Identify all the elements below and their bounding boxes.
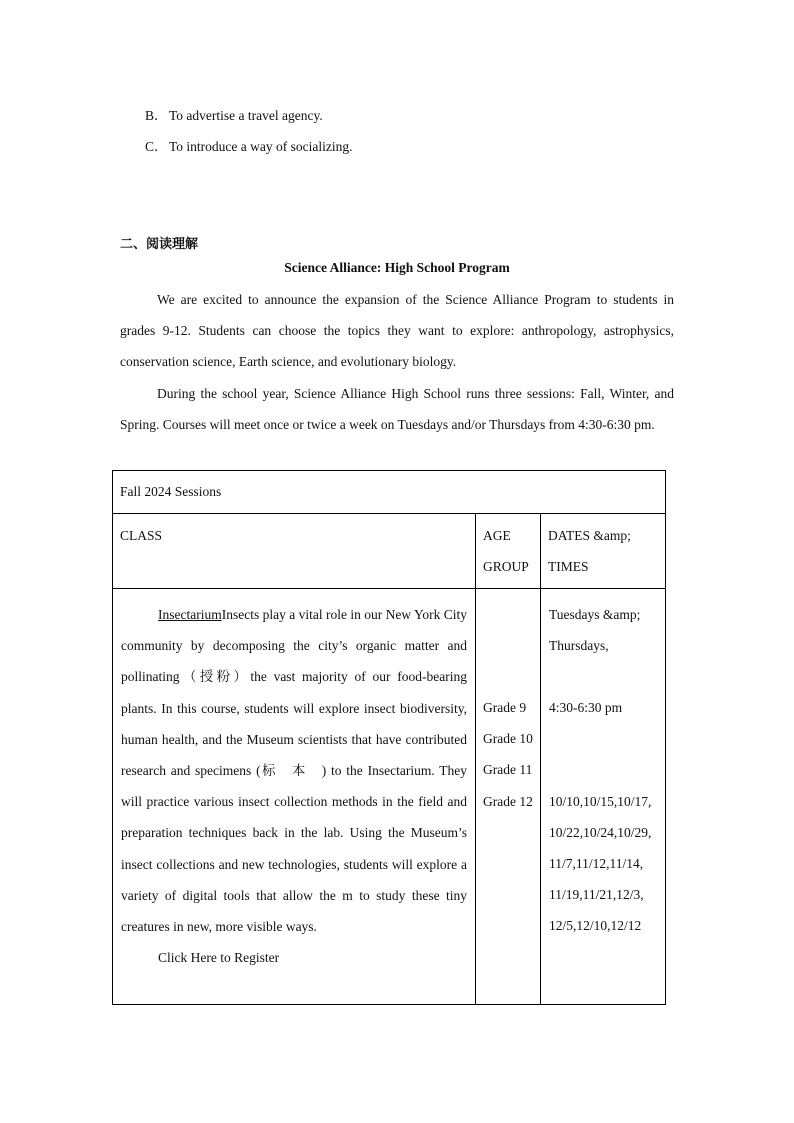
course-days: Tuesdays &amp; Thursdays, [549,607,641,654]
header-dates: DATES &amp; TIMES [548,528,631,574]
sessions-table [112,470,666,1005]
course-time: 4:30-6:30 pm [549,700,623,716]
option-letter: B． [145,108,168,123]
course-name: Insectarium [158,607,222,622]
age-group: Grade 9 [483,700,527,715]
table-caption-cell [113,471,666,514]
paragraph-2: During the school year, Science Alliance High School runs three sessions: Fall, Winter, and Spring. Courses will meet once or twice a week on Tuesdays and/or Thursdays from 4:30-6:30 pm. [120,386,674,432]
dates-cell [541,589,666,1005]
course-dates: 10/10,10/15,10/17, 10/22,10/24,10/29, 11/7,11/12,11/14, 11/19,11/21,12/3, 12/5,12/10,12/12 [549,793,652,934]
age-cell [476,589,541,1005]
section-heading: 二、阅读理解 [120,237,199,252]
header-age: AGE GROUP [483,528,529,574]
course-description: Insects play a vital role in our New York City community by decomposing the city’s organic matter and pollinating（授粉）the vast majority of our food-bearing plants. In this course, students will explore insect biodiversity, human health, and the Museum scientists that have contributed research and specimens (标 本 ) to the Insectarium. They will practice various insect collection methods in the field and preparation techniques back in the lab. Using the Museum’s insect collections and new technologies, students will explore a variety of digital tools that allow the m to study these tiny creatures in new, more visible ways. [121,607,467,935]
paragraph-1: We are excited to announce the expansion of the Science Alliance Program to students in grades 9-12. Students can choose the topics they want to explore: anthropology, astrophysics, conservation science, Earth science, and evolutionary biology. [120,292,674,369]
option-b [145,104,323,124]
header-class: CLASS [120,528,163,543]
register-link[interactable]: Click Here to Register [158,950,280,966]
option-text: To introduce a way of socializing. [169,139,353,154]
header-dates-cell [541,514,666,589]
table-caption: Fall 2024 Sessions [120,484,222,499]
age-group: Grade 10 [483,731,533,747]
table-row [113,589,666,1005]
course-cell [113,589,476,1005]
option-text: To advertise a travel agency. [169,108,323,123]
option-c [145,135,353,155]
age-group: Grade 11 [483,762,533,778]
passage-title: Science Alliance: High School Program [284,260,510,275]
header-class-cell [113,514,476,589]
option-letter: C． [145,139,168,154]
header-age-cell [476,514,541,589]
age-group: Grade 12 [483,793,533,809]
